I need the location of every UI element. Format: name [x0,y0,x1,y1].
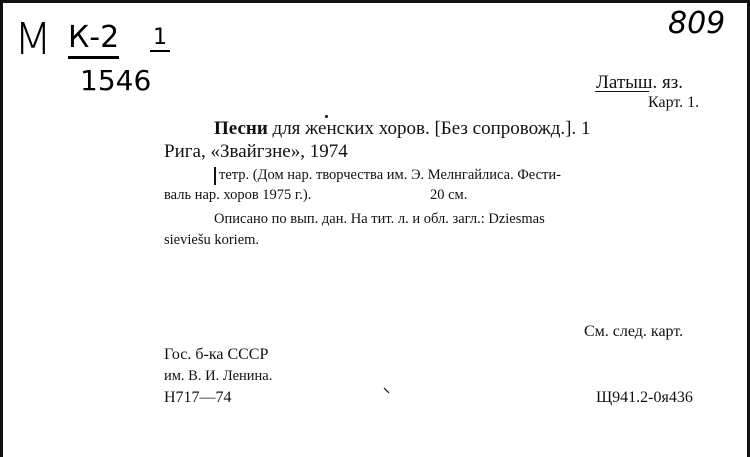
handwritten-card-number: 809 [668,6,726,41]
card-number-label: Карт. 1. [648,94,700,111]
series-line-2: валь нар. хоров 1975 г.). [164,187,312,203]
order-number: Н717—74 [164,389,232,406]
size: 20 см. [430,187,468,203]
see-next-card: См. след. карт. [584,323,684,340]
library-line-2: им. В. И. Ленина. [164,368,273,384]
series-bar [214,167,216,185]
language-label: Латыш. яз. [596,72,684,93]
title-rest: для женских хоров. [Без сопровожд.]. 1 [272,118,591,139]
classification-code: Щ941.2-0я436 [596,389,693,406]
header-flourish [593,91,650,98]
stray-dot [325,115,328,118]
note-line-1: Описано по вып. дан. На тит. л. и обл. загл.: Dziesmas [214,211,545,227]
handwritten-shelf-code: К-2 [68,20,119,59]
title-line [214,118,590,140]
note-line-2: sieviešu koriem. [164,232,260,248]
handwritten-inventory-number: 1546 [80,64,152,97]
handwritten-shelf-letter: М [14,14,50,65]
series-line-1: тетр. (Дом нар. творчества им. Э. Мелнгайлиса. Фести- [219,167,561,183]
library-line-1: Гос. б-ка СССР [164,346,269,363]
imprint: Рига, «Звайгзне», 1974 [164,141,348,162]
handwritten-shelf-suffix: 1 [150,26,170,52]
title-main: Песни [214,118,268,139]
stray-mark [383,382,391,390]
